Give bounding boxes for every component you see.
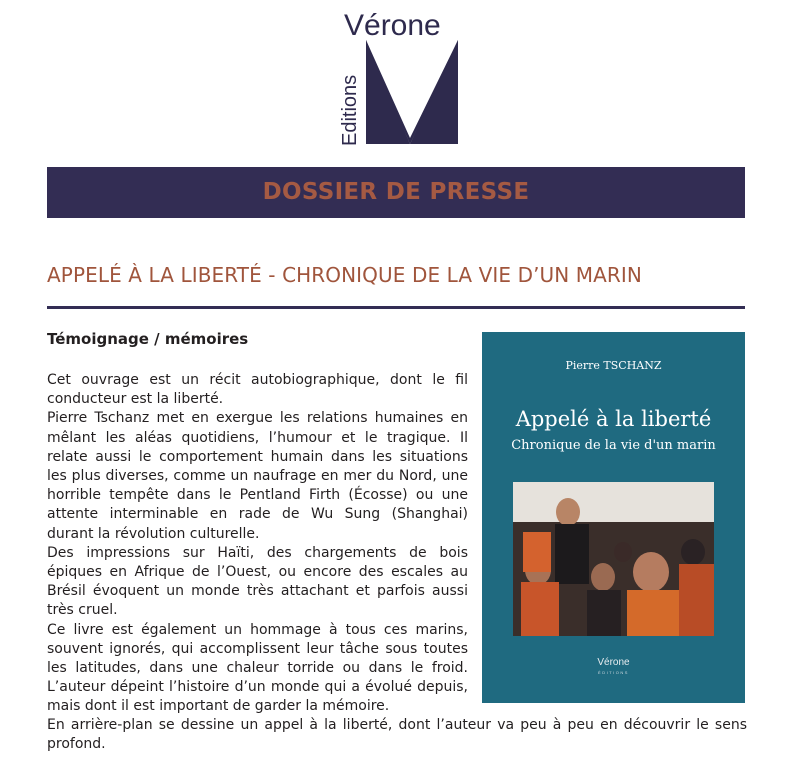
title-divider: [47, 306, 745, 309]
summary-text: [47, 371, 468, 717]
banner-title: DOSSIER DE PRESSE: [262, 179, 530, 205]
publisher-logo: [330, 10, 462, 148]
press-kit-banner: [47, 167, 745, 218]
cover-publisher: Vérone: [597, 657, 630, 668]
summary-last-paragraph: En arrière-plan se dessine un appel à la liberté, dont l’auteur va peu à peu en découvrir le sens profond.: [47, 717, 747, 753]
logo-brand-text: Vérone: [344, 10, 441, 42]
summary-paragraph: Cet ouvrage est un récit autobiographique, dont le fil conducteur est la liberté.: [47, 372, 468, 408]
logo-vertical-text: Editions: [339, 74, 361, 146]
cover-author: Pierre TSCHANZ: [565, 359, 662, 372]
book-cover-image: [482, 332, 745, 703]
summary-paragraph: Des impressions sur Haïti, des chargements de bois épiques en Afrique de l’Ouest, ou encore des escales au Brésil évoquent un monde très attachant et parfois aussi très cruel.: [47, 544, 468, 619]
summary-paragraph: Pierre Tschanz met en exergue les relations humaines en mêlant les aléas quotidiens, l’humour et le tragique. Il relate aussi le comportement humain dans les situations les plus diverses, comme un naufrage en mer du Nord, une horrible tempête dans le Pentland Firth (Écosse) ou une attente interminable en rade de Wu Sung (Shanghai) durant la révolution culturelle.: [47, 410, 468, 542]
summary-paragraph: Ce livre est également un hommage à tous ces marins, souvent ignorés, qui accomplissent leur tâche sous toutes les latitudes, dans une chaleur torride ou dans le froid. L’auteur dépeint l’histoire d’un monde qui a évolué depuis, mais dont il est important de garder la mémoire.: [47, 621, 468, 715]
cover-subtitle: Chronique de la vie d'un marin: [511, 438, 716, 453]
book-title: APPELÉ À LA LIBERTÉ - CHRONIQUE DE LA VIE D’UN MARIN: [47, 263, 642, 287]
genre-label: Témoignage / mémoires: [47, 330, 249, 348]
verone-logo-mark: [330, 10, 462, 148]
cover-photo-sailors: [513, 482, 714, 636]
cover-title: Appelé à la liberté: [515, 407, 712, 431]
cover-publisher-sub: ÉDITIONS: [598, 670, 629, 675]
